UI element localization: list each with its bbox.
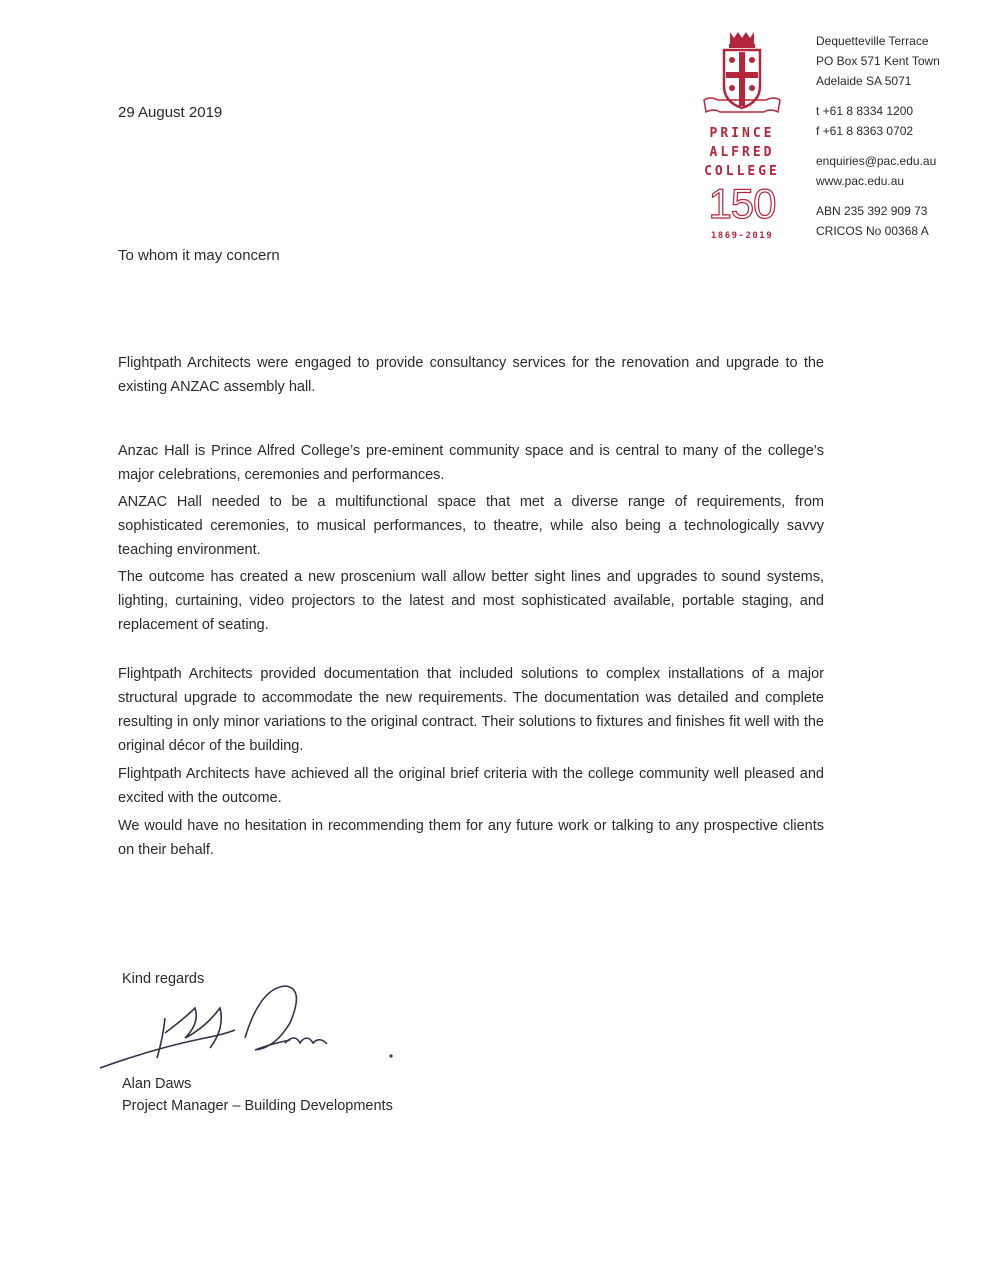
body-paragraph-4: The outcome has created a new proscenium wall allow better sight lines and upgrades to sound systems, lighting, curtaining, video projectors to the latest and most sophisticated available, portable staging, and replacement of seating. (118, 569, 824, 633)
email-address: enquiries@pac.edu.au (816, 154, 937, 168)
college-name-line3: COLLEGE (704, 164, 780, 179)
anniversary-number: 150 (708, 180, 776, 227)
body-paragraph-3: ANZAC Hall needed to be a multifunctional space that met a diverse range of requirements, from sophisticated ceremonies, to musical performances, to theatre, while also being a technologically savvy teaching environment. (118, 494, 824, 558)
signature-icon (95, 978, 415, 1078)
body-paragraph-1: Flightpath Architects were engaged to provide consultancy services for the renovation and upgrade to the existing ANZAC assembly hall. (118, 355, 824, 395)
address-line-1: Dequetteville Terrace (816, 34, 929, 48)
signer-title: Project Manager – Building Developments (122, 1098, 393, 1114)
abn-number: ABN 235 392 909 73 (816, 204, 928, 218)
address-line-2: PO Box 571 Kent Town (816, 54, 940, 68)
college-logo (700, 30, 784, 241)
phone-number: t +61 8 8334 1200 (816, 104, 914, 118)
anniversary-years: 1869-2019 (710, 231, 774, 241)
salutation: To whom it may concern (118, 247, 280, 264)
letter-date: 29 August 2019 (118, 104, 223, 121)
closing-line: Kind regards (122, 971, 205, 987)
college-name-line1: PRINCE (709, 126, 775, 141)
body-paragraph-6: Flightpath Architects have achieved all the original brief criteria with the college community well pleased and excited with the outcome. (118, 766, 824, 806)
body-paragraph-2: Anzac Hall is Prince Alfred College’s pre-eminent community space and is central to many of the college’s major celebrations, ceremonies and performances. (118, 443, 824, 483)
fax-number: f +61 8 8363 0702 (816, 124, 914, 138)
body-paragraph-5: Flightpath Architects provided documentation that included solutions to complex installations of a major structural upgrade to accommodate the new requirements. The documentation was detailed and complete resulting in only minor variations to the original contract. Their solutions to fixtures and finishes fit well with the original décor of the building. (118, 666, 824, 754)
website-address: www.pac.edu.au (816, 174, 905, 188)
cricos-number: CRICOS No 00368 A (816, 224, 929, 238)
signer-name: Alan Daws (122, 1076, 192, 1092)
college-contact-block (816, 31, 940, 241)
college-name-line2: ALFRED (709, 145, 775, 160)
body-paragraph-7: We would have no hesitation in recommending them for any future work or talking to any prospective clients on their behalf. (118, 818, 824, 858)
college-crest-icon (700, 30, 784, 120)
address-line-3: Adelaide SA 5071 (816, 74, 912, 88)
